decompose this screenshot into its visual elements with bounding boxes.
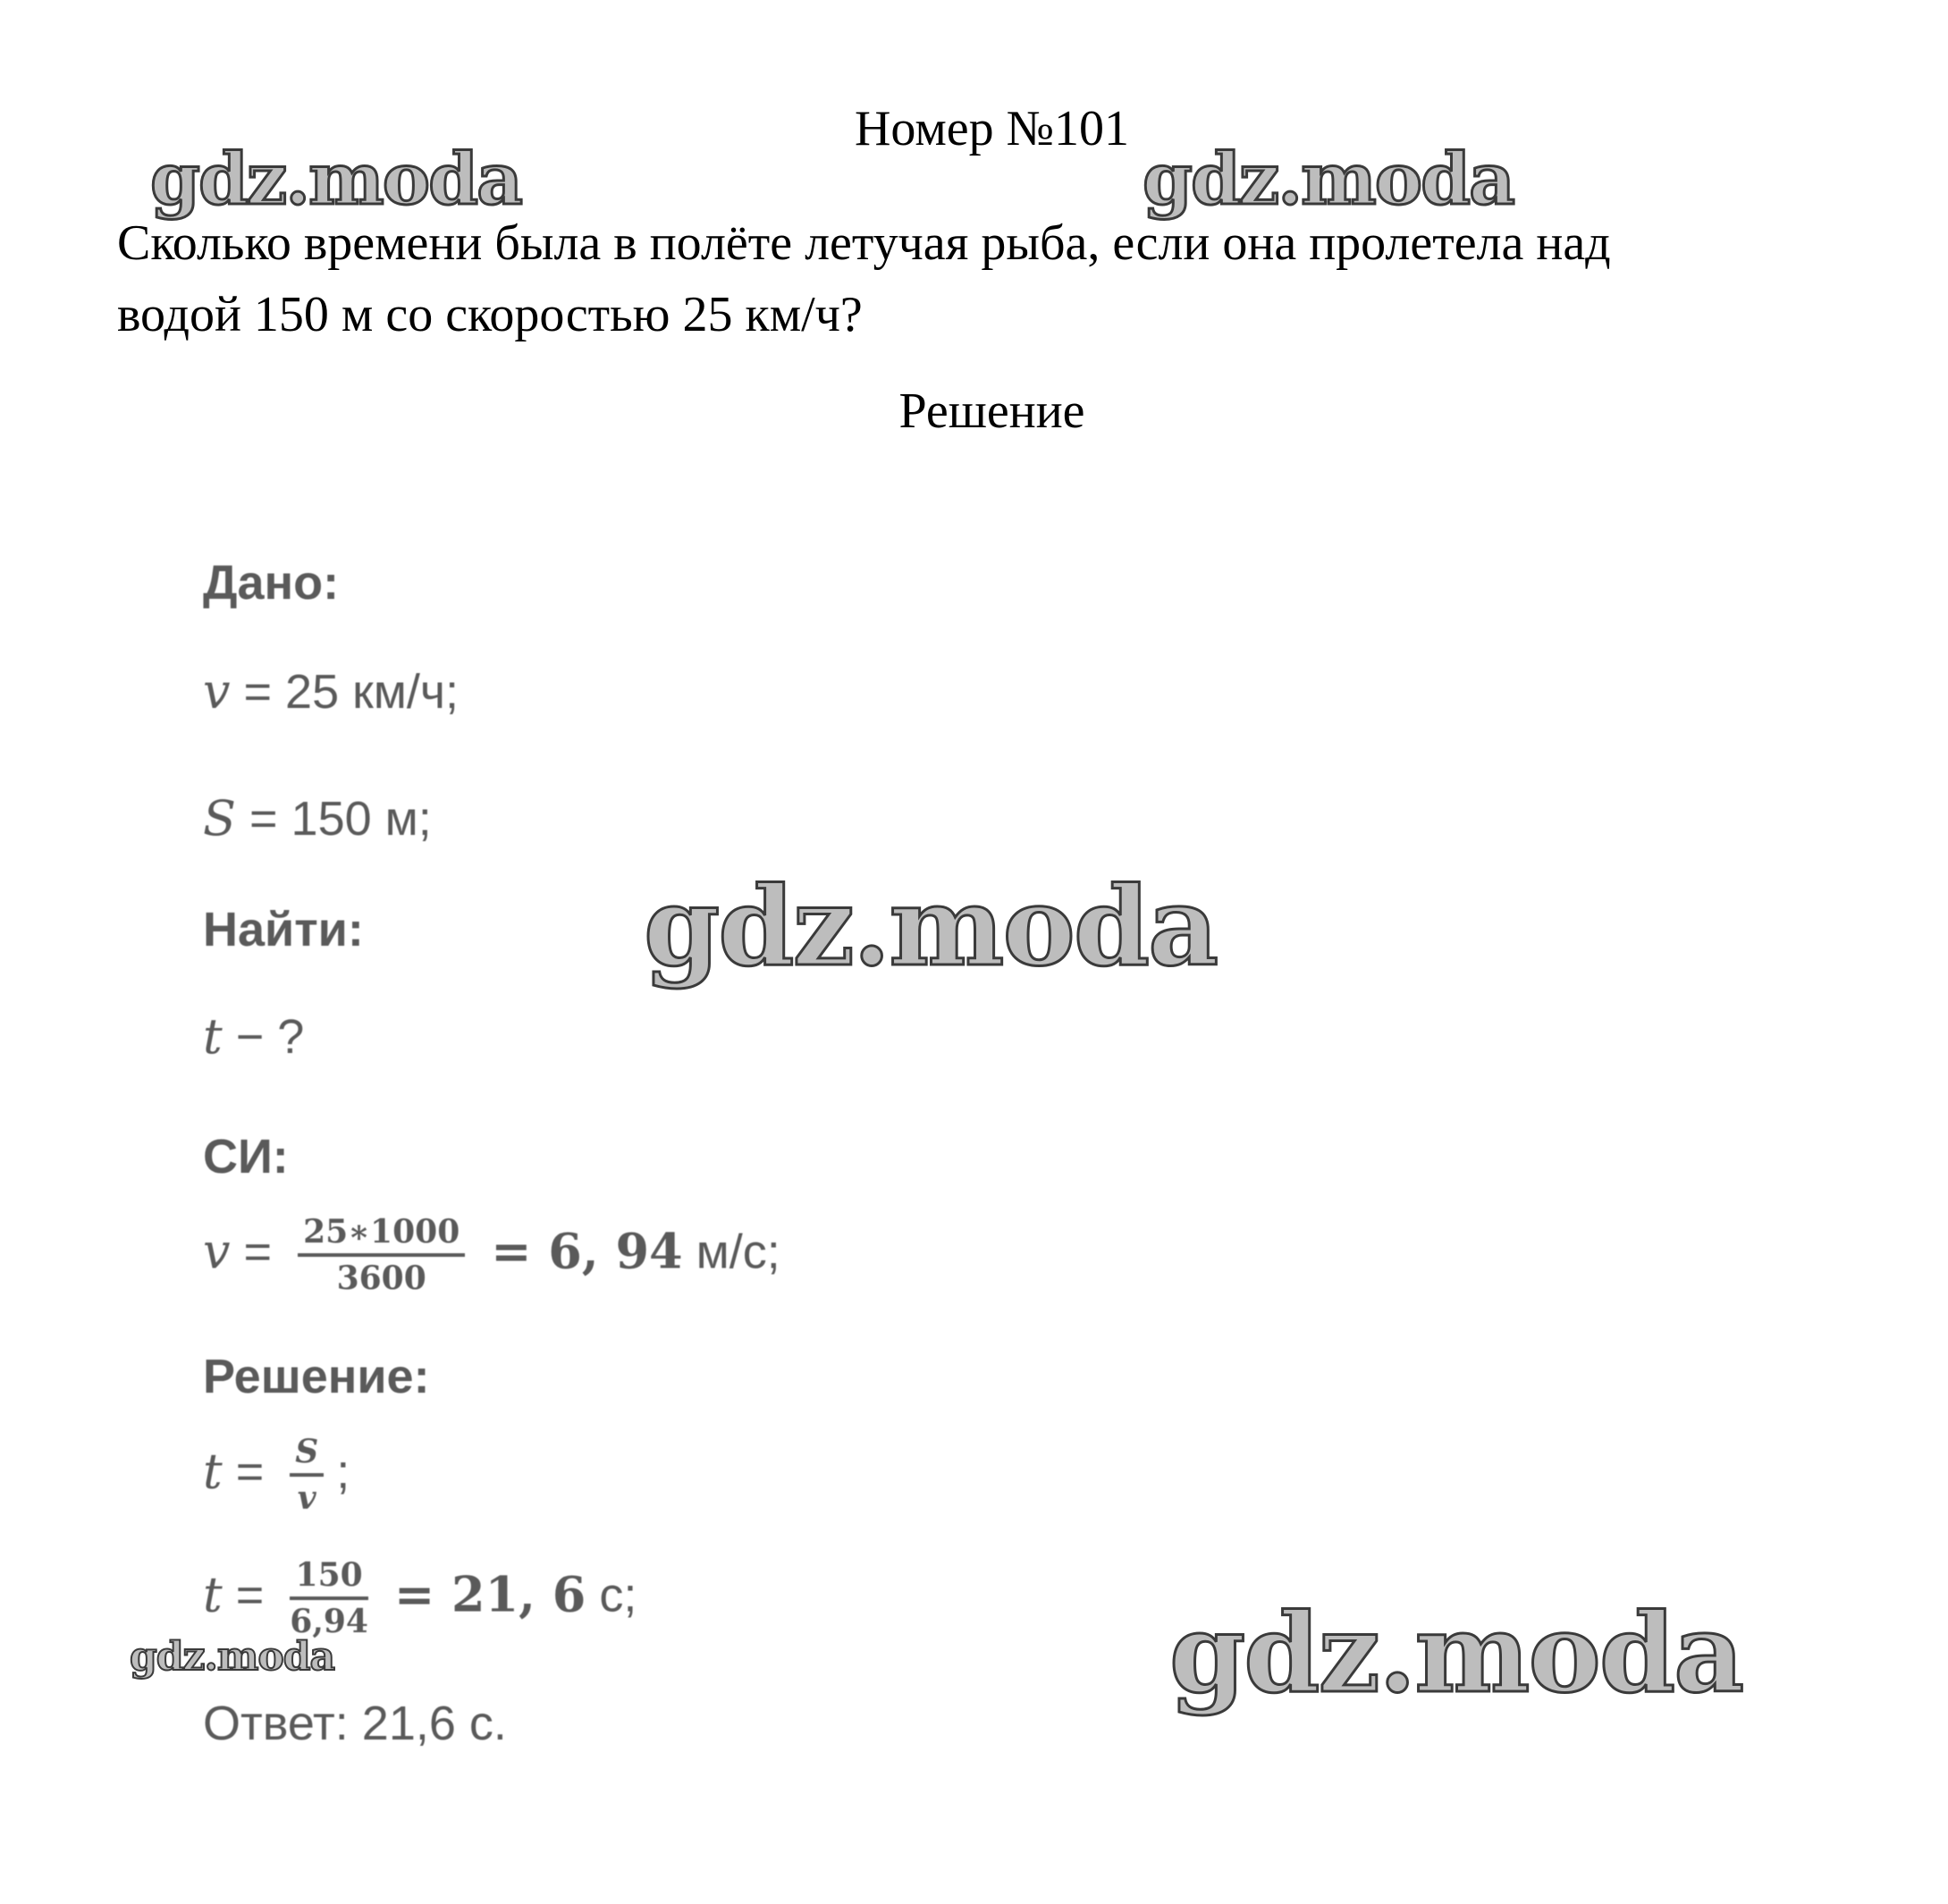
calc-fraction <box>290 1555 368 1641</box>
si-equals: = <box>230 1225 273 1279</box>
si-fraction-denominator: 3600 <box>336 1260 426 1297</box>
problem-line-1: Сколько времени была в полёте летучая рыба, если она пролетела над <box>117 215 1611 271</box>
find-time <box>203 1008 304 1066</box>
calc-unit: с; <box>586 1568 637 1622</box>
si-unit: м/с; <box>682 1225 780 1279</box>
watermark-top-right: gdz.moda <box>1143 137 1514 221</box>
solution-label: Решение: <box>203 1350 430 1403</box>
si-fraction-numerator: 25∗1000 <box>298 1212 465 1257</box>
velocity-value: = 25 км/ч; <box>230 665 460 719</box>
calc-fraction-denominator: 6,94 <box>290 1603 368 1640</box>
si-conversion <box>203 1212 780 1298</box>
answer-line: Ответ: 21,6 с. <box>203 1697 507 1750</box>
formula-end: ; <box>336 1445 350 1499</box>
solution-heading: Решение <box>898 383 1085 439</box>
find-value: − ? <box>222 1010 305 1064</box>
time-symbol: t <box>203 1008 223 1065</box>
given-label: Дано: <box>203 556 340 610</box>
calc-equals: = <box>222 1568 265 1622</box>
formula-time-symbol: t <box>203 1443 223 1500</box>
formula-fraction-denominator: v <box>297 1479 316 1517</box>
calc-fraction-numerator: 150 <box>290 1555 368 1600</box>
watermark-bottom-right: gdz.moda <box>1169 1588 1743 1717</box>
formula-equals: = <box>222 1445 265 1499</box>
watermark-bottom-left-small: gdz.moda <box>130 1634 335 1680</box>
calc-result: = 21, 6 <box>393 1565 586 1623</box>
formula-fraction <box>290 1432 324 1518</box>
given-distance <box>203 790 432 847</box>
formula-fraction-numerator: S <box>290 1432 324 1477</box>
formula-line <box>203 1432 350 1518</box>
page-title: Номер №101 <box>854 101 1130 156</box>
calc-time-symbol: t <box>203 1566 223 1623</box>
distance-value: = 150 м; <box>236 792 432 846</box>
given-velocity <box>203 663 459 720</box>
velocity-symbol: v <box>203 663 231 720</box>
problem-text <box>117 207 1887 350</box>
si-label: СИ: <box>203 1130 289 1184</box>
si-fraction <box>298 1212 465 1298</box>
si-velocity-symbol: v <box>203 1223 231 1280</box>
watermark-top-left: gdz.moda <box>150 137 521 221</box>
problem-line-2: водой 150 м со скоростью 25 км/ч? <box>117 287 863 342</box>
distance-symbol: S <box>203 790 236 847</box>
find-label: Найти: <box>203 903 364 956</box>
si-result: = 6, 94 <box>491 1222 683 1280</box>
calculation-line <box>203 1555 637 1641</box>
watermark-center: gdz.moda <box>644 862 1218 990</box>
